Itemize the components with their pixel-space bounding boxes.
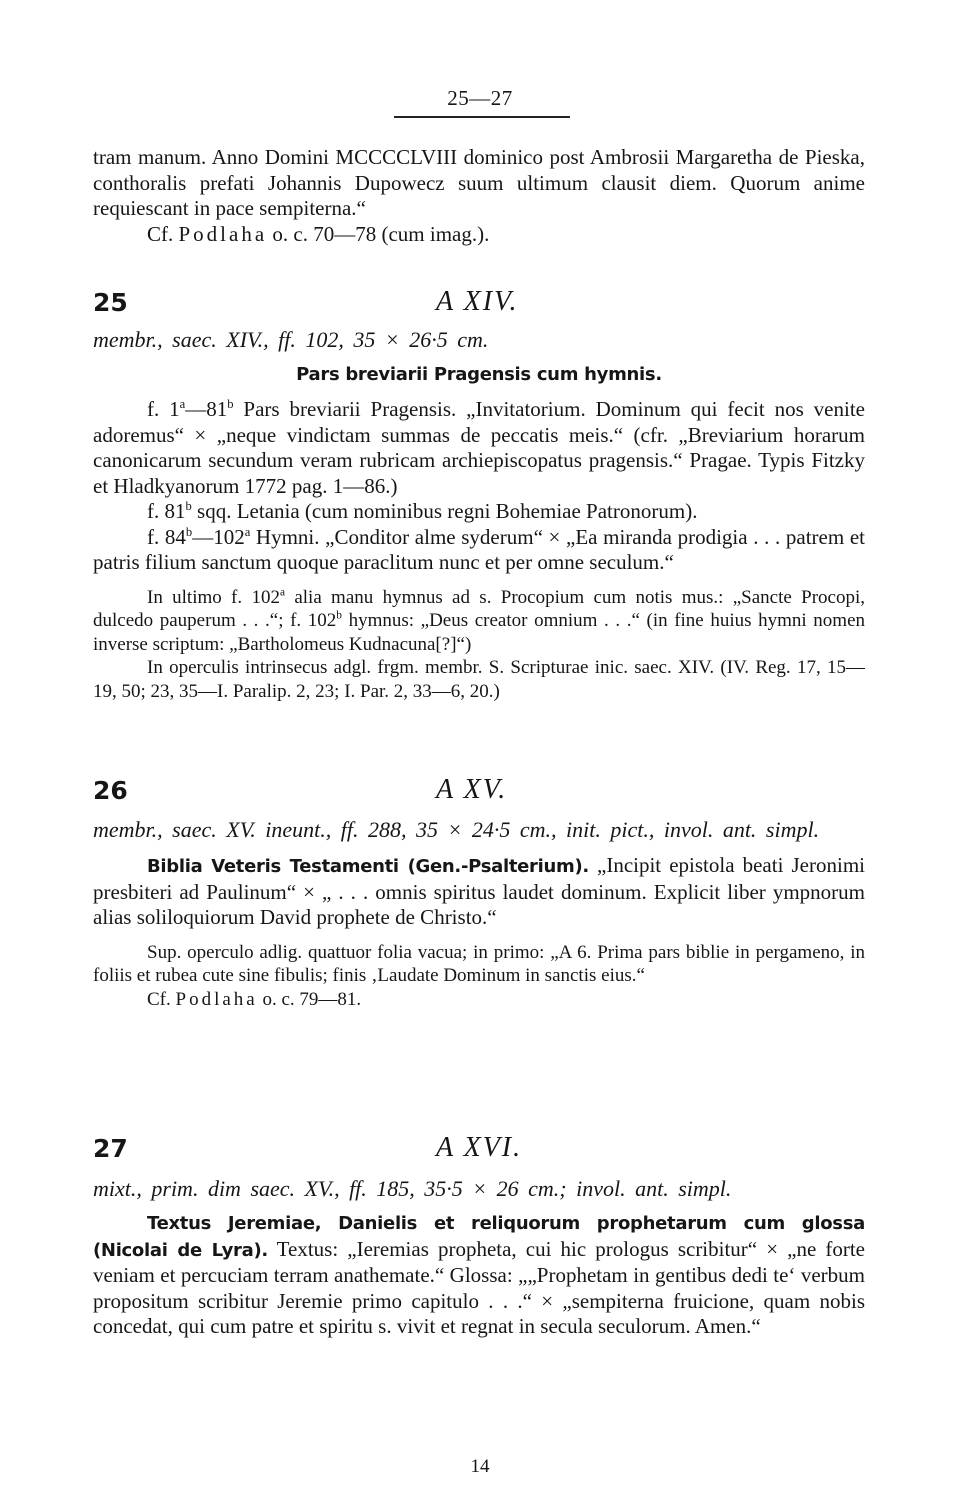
entry-citation: Cf. Podlaha o. c. 79—81. [147,988,362,1010]
entry-26-body [93,816,865,1011]
intro-block [93,145,865,247]
cf-author: Podlaha [178,221,268,246]
entry-26-heading [0,776,960,816]
entry-title: Pars breviarii Pragensis cum hymnis. [296,364,662,385]
entry-paragraph: Biblia Veteris Testamenti (Gen.-Psalterium). „Incipit epistola beati Jeronimi presbiteri ad Paulinum“ × „ . . . omnis spiritus laudet dominum. Explicit liber ympnorum alias soliloquiorum David prophete de Christo.“ [93,853,865,929]
entry-25-heading [0,288,960,328]
cf-prefix: Cf. [147,221,174,246]
entry-signature: A XV. [436,774,508,805]
entry-note: Sup. operculo adlig. quattuor folia vacua; in primo: „A 6. Prima pars biblie in pergameno, in foliis et rubea cute sine fibulis; finis ‚Laudate Dominum in sanctis eius.“ [93,941,865,986]
page-number: 14 [470,1456,490,1477]
entry-25-body [93,326,865,703]
entry-title: Biblia Veteris Testamenti (Gen.-Psalterium). [147,856,589,877]
entry-signature: A XIV. [436,286,519,317]
intro-citation [93,222,865,248]
running-head-rule [394,116,570,118]
entry-note: In operculis intrinsecus adgl. frgm. membr. S. Scripturae inic. saec. XIV. (IV. Reg. 17, 15—19, 50; 23, 35—I. Paralip. 2, 23; I. Par. 2, 33—6, 20.) [93,657,865,702]
entry-number: 26 [93,776,128,805]
intro-paragraph: tram manum. Anno Domini MCCCCLVIII dominico post Ambrosii Margaretha de Pieska, conthoralis prefati Johannis Dupowecz suum ultimum clausit diem. Quorum anime requiescant in pace sempiterna.“ [93,145,865,220]
entry-description: membr., saec. XIV., ff. 102, 35 × 26·5 cm. [93,327,489,352]
cf-reference: o. c. 70—78 (cum imag.). [272,221,490,246]
entry-paragraph: Textus Jeremiae, Danielis et reliquorum prophetarum cum glossa (Nicolai de Lyra). Textus: „Ieremias propheta, cui hic prologus scribitur“ × „ne forte veniam et percuciam terram anathemate.“ Glossa: „„Prophetam in gentibus dedi te‘ verbum propositum scribitur Jeremie primo capitulo . . .“ × „sempiterna fruicione, quam nobis concedat, qui cum patre et spiritu s. vivit et regnat in secula seculorum. Amen.“ [93,1213,866,1338]
entry-description: membr., saec. XV. ineunt., ff. 288, 35 × 24·5 cm., init. pict., invol. ant. simpl. [93,817,820,842]
entry-note: In ultimo f. 102$^a$ alia manu hymnus ad s. Procopium cum notis mus.: „Sancte Procopi, dulcedo pauperum . . .“; f. 102$^b$ hymnus: „Deus creator omnium . . .“ (in fine huius hymni nomen inverse scriptum: „Bartholomeus Kudnacuna[?]“) [93,586,865,655]
entry-description: mixt., prim. dim saec. XV., ff. 185, 35·5 × 26 cm.; invol. ant. simpl. [93,1176,732,1201]
entry-paragraph: f. 84$^b$—102$^a$ Hymni. „Conditor alme syderum“ × „Ea miranda prodigia . . . patrem et patris filium sanctum quoque paraclitum nunc et per omne seculum.“ [93,524,865,574]
cf-author: Podlaha [175,988,258,1010]
entry-27-heading [0,1134,960,1174]
entry-title: Textus Jeremiae, Danielis et reliquorum prophetarum cum glossa (Nicolai de Lyra). [93,1213,865,1261]
entry-number: 25 [93,288,128,317]
entry-number: 27 [93,1134,128,1163]
entry-paragraph: f. 81$^b$ sqq. Letania (cum nominibus regni Bohemiae Patronorum). [147,499,698,523]
entry-signature: A XVI. [436,1132,523,1163]
entry-paragraph: f. 1$^a$—81$^b$ Pars breviarii Pragensis. „Invitatorium. Dominum qui fecit nos venite adoremus“ × „neque vindictam summas de peccatis meis.“ (cfr. „Breviarium horarum canonicarum secundum veram rubricam archiepiscopatus pragensis.“ Pragae. Typis Fitzky et Hladkyanorum 1772 pag. 1—86.) [93,397,865,498]
running-head: 25—27 [447,86,513,110]
entry-27-body [93,1175,865,1340]
